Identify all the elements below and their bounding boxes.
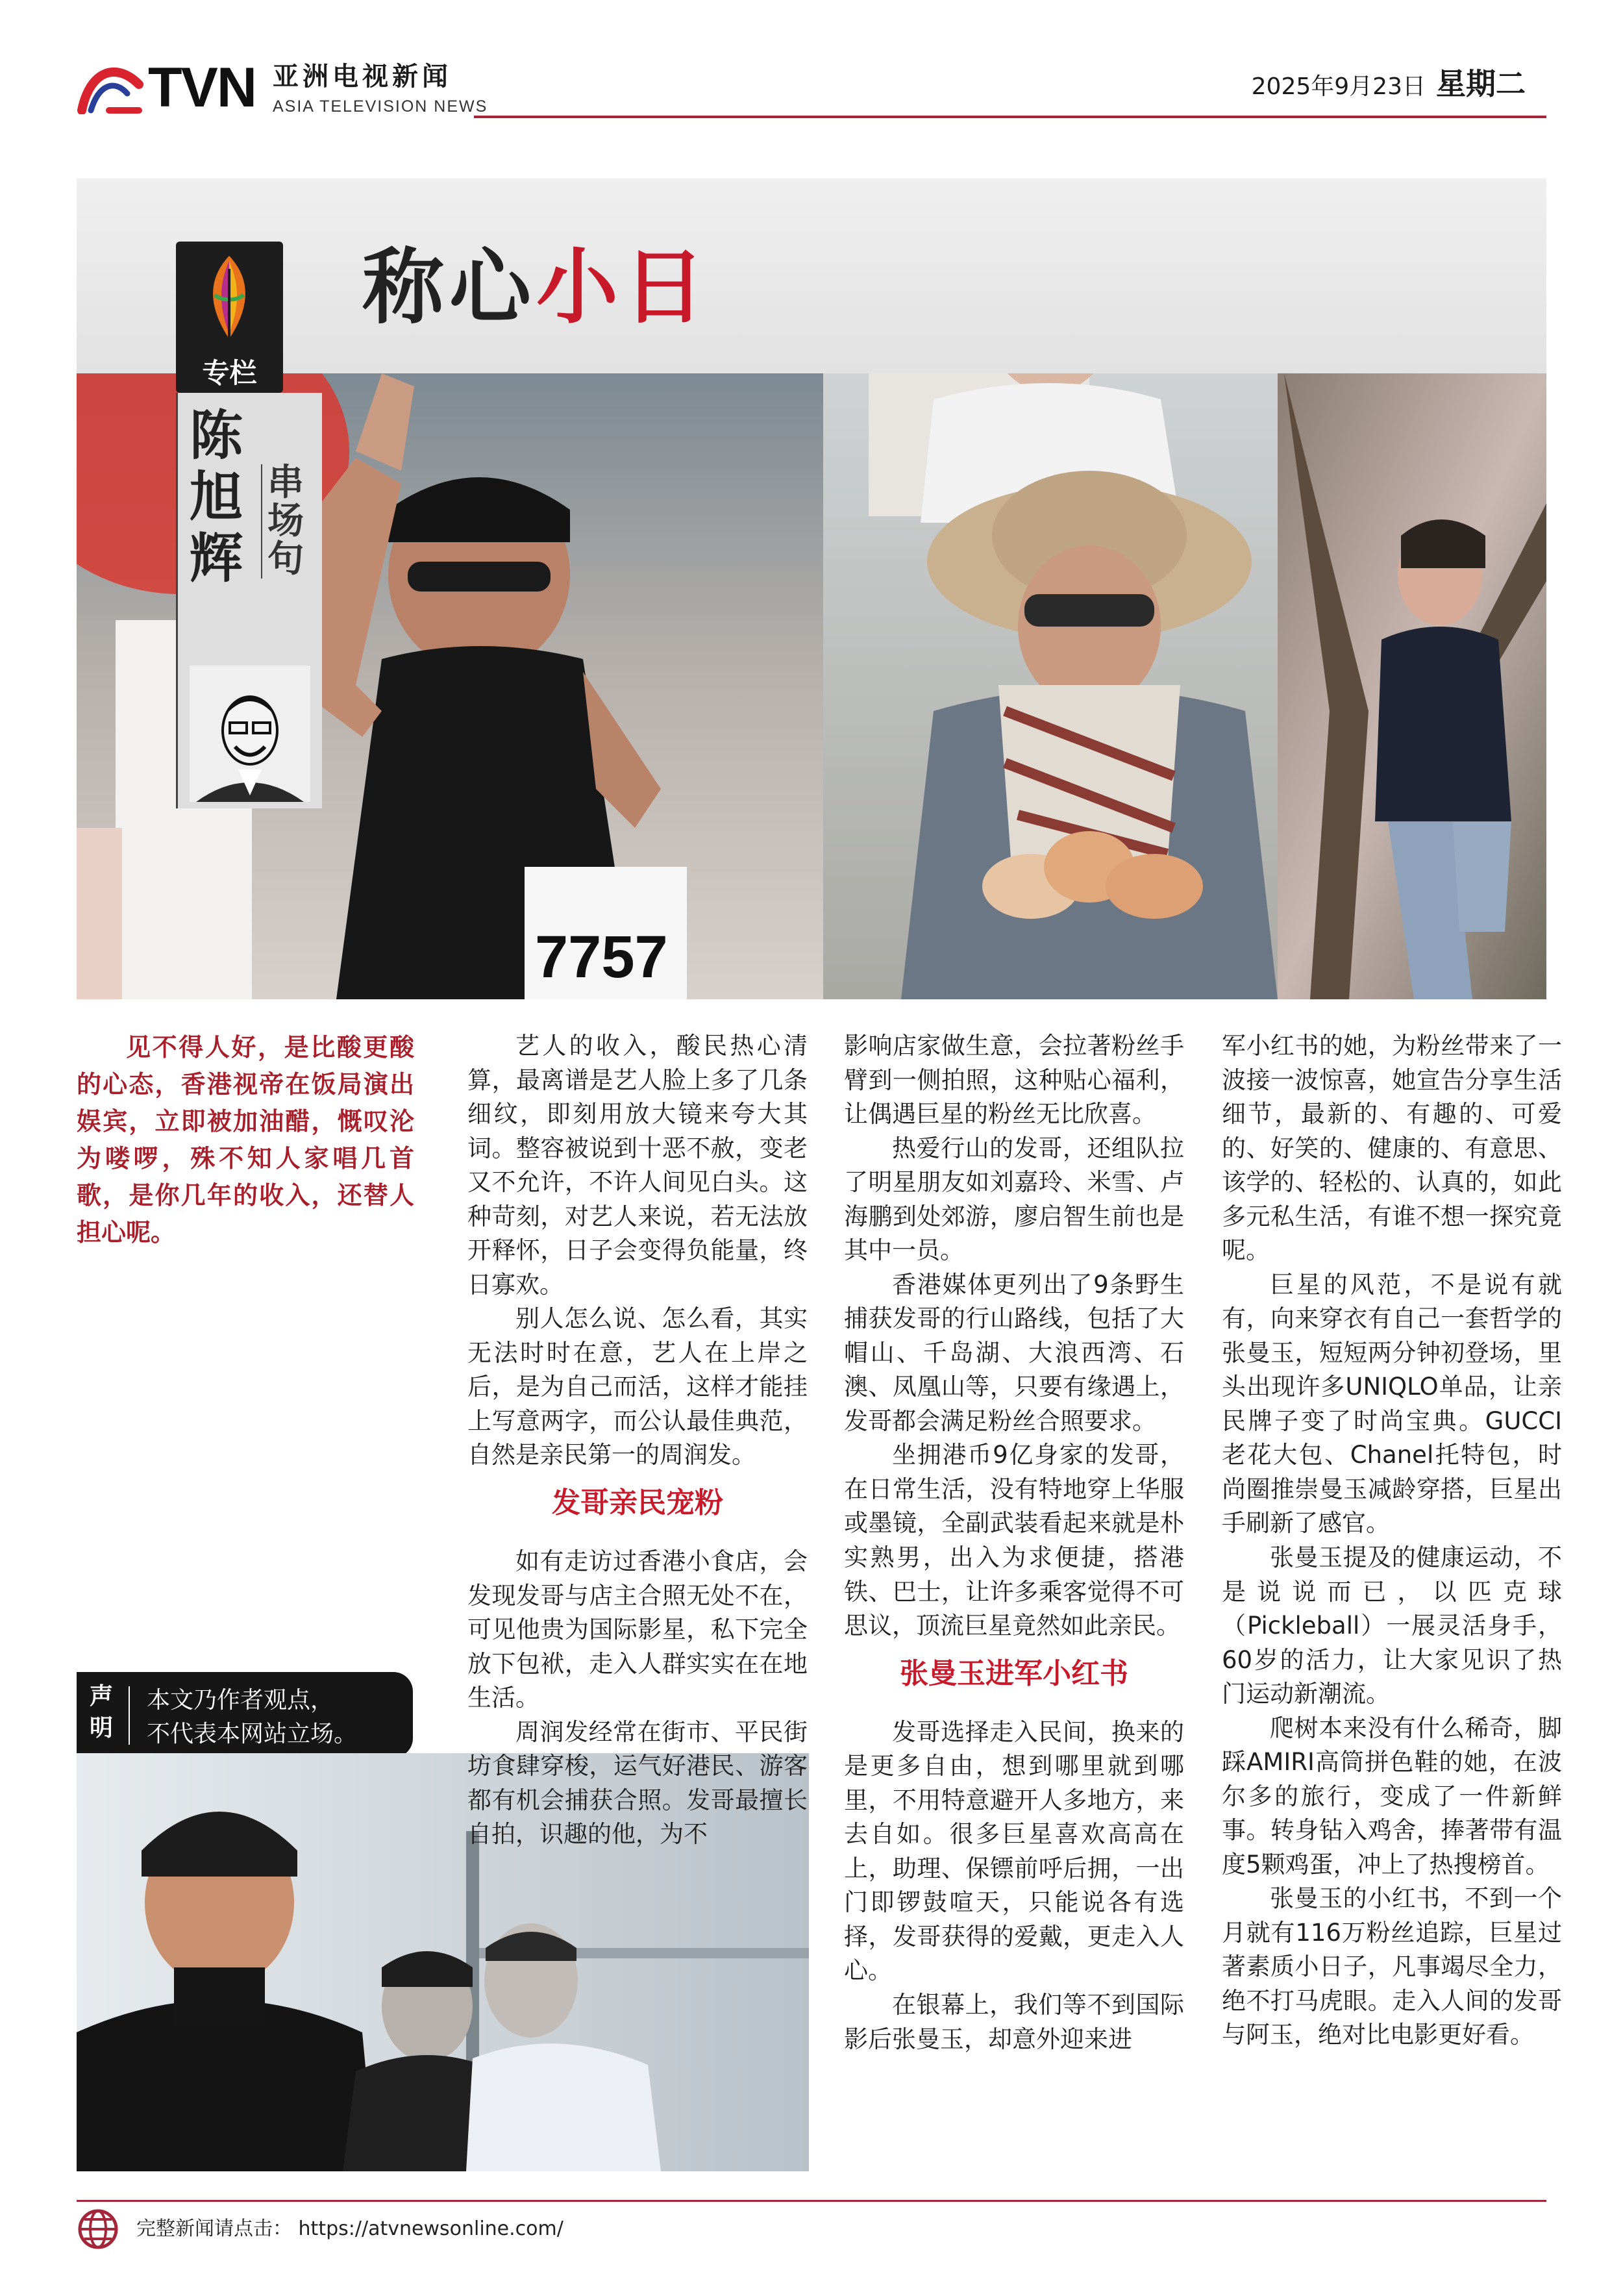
footer-url-link[interactable]: https://atvnewsonline.com/ [298, 2217, 564, 2240]
banner-paper-texture [77, 179, 1546, 373]
column-title [362, 240, 710, 335]
article-paragraph: 别人怎么说、怎么看，其实无法时时在意，艺人在上岸之后，是为自己而活，这样才能挂上写意两字，而公认最佳典范，自然是亲民第一的周润发。 [467, 1304, 808, 1469]
author-portrait [190, 666, 310, 802]
article-paragraph: 香港媒体更列出了9条野生捕获发哥的行山路线，包括了大帽山、千岛湖、大浪西湾、石澳、凤凰山等，只要有缘遇上，发哥都会满足粉丝合照要求。 [844, 1270, 1184, 1435]
article-paragraph: 在银幕上，我们等不到国际影后张曼玉，却意外迎来进 [844, 1991, 1184, 2053]
runner-bib-number: 7757 [535, 924, 668, 990]
fountain-pen-icon [202, 256, 257, 340]
article-paragraph: 发哥选择走入民间，换来的是更多自由，想到哪里就到哪里，不用特意避开人多地方，来去自如。很多巨星喜欢高高在上，助理、保镖前呼后拥，一出门即锣鼓喧天，只能说各有选择，发哥获得的爱戴，更走入人心。 [844, 1717, 1184, 1985]
article-paragraph: 张曼玉的小红书，不到一个月就有116万粉丝追踪，巨星过著素质小日子，凡事竭尽全力，绝不打马虎眼。走入人间的发哥与阿玉，绝对比电影更好看。 [1222, 1884, 1562, 2049]
article-paragraph: 影响店家做生意，会拉著粉丝手臂到一侧拍照，这种贴心福利，让偶遇巨星的粉丝无比欣喜。 [844, 1032, 1184, 1129]
title-black-part: 称心 [362, 240, 536, 335]
article-column-4 [1222, 1029, 1562, 2053]
footer-label: 完整新闻请点击： [136, 2217, 292, 2240]
declaration-tag: 声明 [90, 1683, 114, 1741]
logo-text: TVN [148, 56, 256, 119]
header-date [1251, 66, 1526, 101]
column-banner [77, 179, 1546, 999]
article-column-3 [844, 1029, 1184, 2056]
globe-icon [77, 2208, 119, 2251]
logo-chinese-name: 亚洲电视新闻 [273, 62, 452, 92]
author-card [176, 393, 322, 808]
weekday-text: 星期二 [1436, 66, 1526, 101]
article-paragraph: 周润发经常在街市、平民街坊食肆穿梭，运气好港民、游客都有机会捕获合照。发哥最擅长自拍，识趣的他，为不 [467, 1717, 808, 1849]
logo-english-name: ASIA TELEVISION NEWS [273, 97, 488, 116]
declaration-line-2: 不代表本网站立场。 [147, 1721, 358, 1748]
declaration-box [77, 1672, 413, 1758]
date-text: 2025年9月23日 [1251, 73, 1426, 100]
article-paragraph: 热爱行山的发哥，还组队拉了明星朋友如刘嘉玲、米雪、卢海鹏到处郊游，廖启智生前也是其中一员。 [844, 1134, 1184, 1265]
title-red-part: 小日 [536, 240, 710, 335]
section-heading-fa-ge: 发哥亲民宠粉 [552, 1486, 723, 1519]
author-name: 陈旭辉 [190, 405, 243, 590]
article-paragraph: 张曼玉提及的健康运动，不是说说而已，以匹克球（Pickleball）一展灵活身手，60岁的活力，让大家见识了热门运动新潮流。 [1222, 1543, 1562, 1708]
footer-rule [77, 2200, 1546, 2202]
section-heading-maggie: 张曼玉进军小红书 [900, 1656, 1128, 1690]
article-paragraph: 爬树本来没有什么稀奇，脚踩AMIRI高筒拼色鞋的她，在波尔多的旅行，变成了一件新鲜事。转身钻入鸡舍，捧著带有温度5颗鸡蛋，冲上了热搜榜首。 [1222, 1714, 1562, 1878]
lead-paragraph: 见不得人好，是比酸更酸的心态，香港视帝在饭局演出娱宾，立即被加油醋，慨叹沦为喽啰，殊不知人家唱几首歌，是你几年的收入，还替人担心呢。 [77, 1033, 414, 1247]
badge-label: 专栏 [202, 357, 257, 389]
article-column-2 [467, 1029, 808, 1852]
column-badge [176, 242, 283, 393]
column-name: 串场句 [261, 464, 313, 579]
declaration-text [147, 1684, 357, 1751]
article-paragraph: 艺人的收入，酸民热心清算，最离谱是艺人脸上多了几条细纹，即刻用放大镜来夸大其词。整容被说到十恶不赦，变老又不允许，不许人间见白头。这种苛刻，对艺人来说，若无法放开释怀，日子会变得负能量，终日寡欢。 [467, 1032, 808, 1299]
declaration-divider [129, 1686, 130, 1745]
article-paragraph: 如有走访过香港小食店，会发现发哥与店主合照无处不在，可见他贵为国际影星，私下完全放下包袱，走入人群实实在在地生活。 [467, 1547, 808, 1712]
article-paragraph: 军小红书的她，为粉丝带来了一波接一波惊喜，她宣告分享生活细节，最新的、有趣的、可爱的、好笑的、健康的、有意思、该学的、轻松的、认真的，如此多元私生活，有谁不想一探究竟呢。 [1222, 1032, 1562, 1265]
atv-logo-icon [77, 65, 148, 114]
article-paragraph: 坐拥港币9亿身家的发哥，在日常生活，没有特地穿上华服或墨镜，全副武装看起来就是朴实熟男，出入为求便捷，搭港铁、巴士，让许多乘客觉得不可思议，顶流巨星竟然如此亲民。 [844, 1441, 1184, 1640]
declaration-line-1: 本文乃作者观点， [147, 1687, 334, 1714]
article-paragraph: 巨星的风范，不是说有就有，向来穿衣有自己一套哲学的张曼玉，短短两分钟初登场，里头出现许多UNIQLO单品，让亲民牌子变了时尚宝典。GUCCI老花大包、Chanel托特包，时尚圈推崇曼玉减龄穿搭，巨星出手刷新了感官。 [1222, 1270, 1562, 1538]
header-rule [474, 116, 1546, 118]
footer-link-line [136, 2219, 564, 2239]
